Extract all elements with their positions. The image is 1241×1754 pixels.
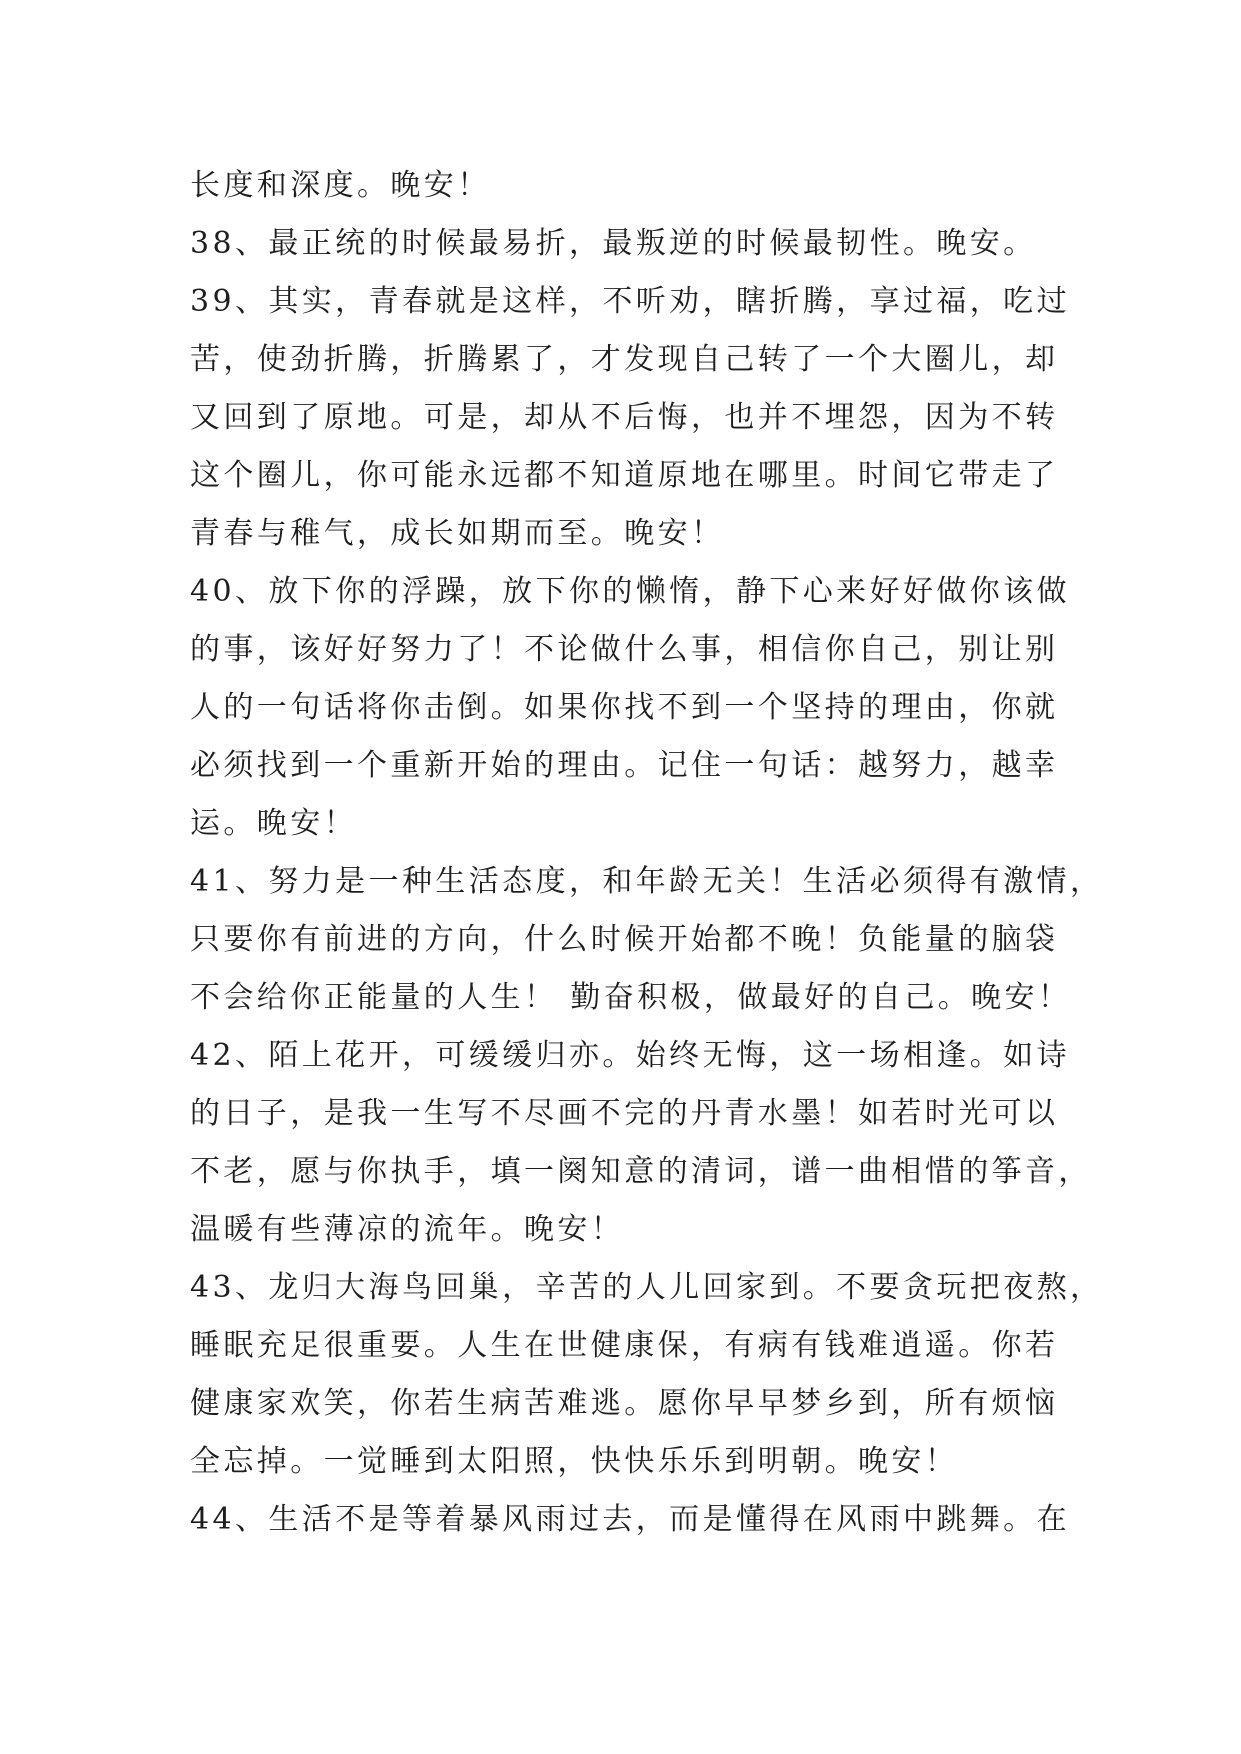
text-line: 不会给你正能量的人生！ 勤奋积极，做最好的自己。晚安！ bbox=[190, 980, 1072, 1015]
text-line: 又回到了原地。可是，却从不后悔，也并不埋怨，因为不转 bbox=[190, 400, 1059, 435]
text-line: 青春与稚气，成长如期而至。晚安！ bbox=[190, 516, 725, 551]
text-line: 长度和深度。晚安！ bbox=[190, 168, 491, 203]
text-line: 全忘掉。一觉睡到太阳照，快快乐乐到明朝。晚安！ bbox=[190, 1444, 959, 1479]
text-line: 43、龙归大海鸟回巢，辛苦的人儿回家到。不要贪玩把夜熬， bbox=[190, 1270, 1104, 1305]
text-line: 苦，使劲折腾，折腾累了，才发现自己转了一个大圈儿，却 bbox=[190, 342, 1059, 377]
text-line: 不老，愿与你执手，填一阕知意的清词，谱一曲相惜的筝音， bbox=[190, 1154, 1092, 1189]
text-line: 人的一句话将你击倒。如果你找不到一个坚持的理由，你就 bbox=[190, 690, 1059, 725]
text-line: 38、最正统的时候最易折，最叛逆的时候最韧性。晚安。 bbox=[190, 226, 1037, 261]
text-line: 41、努力是一种生活态度，和年龄无关！生活必须得有激情， bbox=[190, 864, 1104, 899]
text-line: 健康家欢笑，你若生病苦难逃。愿你早早梦乡到，所有烦恼 bbox=[190, 1386, 1059, 1421]
text-line: 40、放下你的浮躁，放下你的懒惰，静下心来好好做你该做 bbox=[190, 574, 1070, 609]
text-line: 只要你有前进的方向，什么时候开始都不晚！负能量的脑袋 bbox=[190, 922, 1059, 957]
text-line: 42、陌上花开，可缓缓归亦。始终无悔，这一场相逢。如诗 bbox=[190, 1038, 1070, 1073]
text-line: 运。晚安！ bbox=[190, 806, 357, 841]
text-line: 的日子，是我一生写不尽画不完的丹青水墨！如若时光可以 bbox=[190, 1096, 1059, 1131]
document-body-text bbox=[190, 157, 1104, 1549]
text-line: 的事，该好好努力了！不论做什么事，相信你自己，别让别 bbox=[190, 632, 1059, 667]
text-line: 这个圈儿，你可能永远都不知道原地在哪里。时间它带走了 bbox=[190, 458, 1059, 493]
text-line: 39、其实，青春就是这样，不听劝，瞎折腾，享过福，吃过 bbox=[190, 284, 1070, 319]
text-line: 必须找到一个重新开始的理由。记住一句话：越努力，越幸 bbox=[190, 748, 1059, 783]
text-line: 睡眠充足很重要。人生在世健康保，有病有钱难逍遥。你若 bbox=[190, 1328, 1059, 1363]
text-line: 44、生活不是等着暴风雨过去，而是懂得在风雨中跳舞。在 bbox=[190, 1502, 1070, 1537]
text-line: 温暖有些薄凉的流年。晚安！ bbox=[190, 1212, 625, 1247]
